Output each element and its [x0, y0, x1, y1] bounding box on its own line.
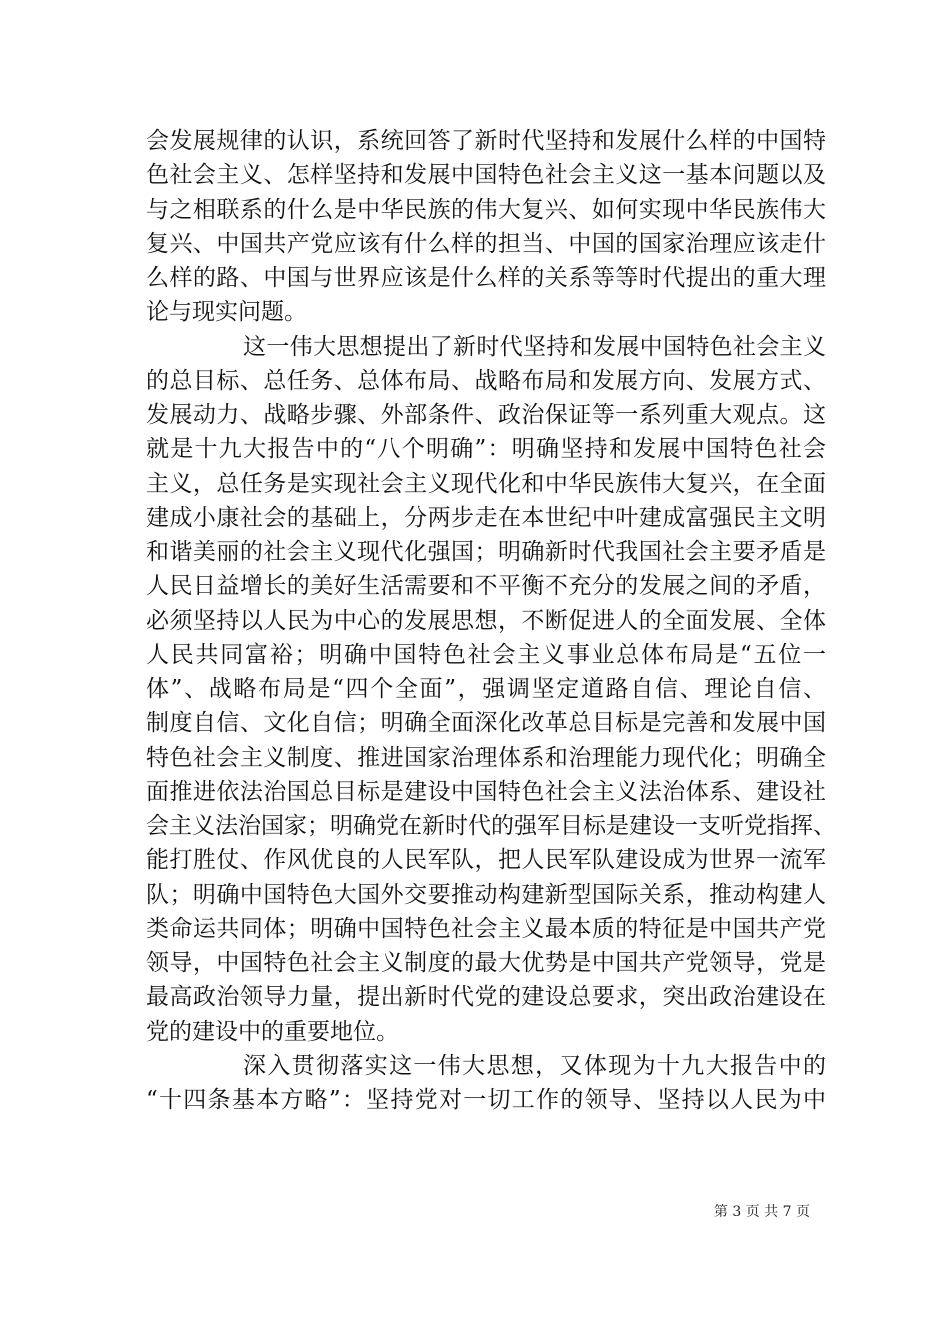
text-line: 主义，总任务是实现社会主义现代化和中华民族伟大复兴，在全面 [146, 470, 826, 497]
text-line: 类命运共同体；明确中国特色社会主义最本质的特征是中国共产党 [146, 915, 826, 942]
text-line: 的总目标、总任务、总体布局、战略布局和发展方向、发展方式、 [146, 367, 826, 394]
text-line: 会主义法治国家；明确党在新时代的强军目标是建设一支听党指挥、 [146, 813, 836, 839]
text-line: 复兴、中国共产党应该有什么样的担当、中国的国家治理应该走什 [146, 230, 826, 257]
text-line: 必须坚持以人民为中心的发展思想，不断促进人的全面发展、全体 [146, 607, 826, 634]
text-line: 论与现实问题。 [146, 299, 307, 326]
text-line: 么样的路、中国与世界应该是什么样的关系等等时代提出的重大理 [146, 265, 826, 291]
text-line: 建成小康社会的基础上，分两步走在本世纪中叶建成富强民主文明 [146, 504, 826, 531]
text-line: 最高政治领导力量，提出新时代党的建设总要求，突出政治建设在 [146, 984, 826, 1011]
text-line: 和谐美丽的社会主义现代化强国；明确新时代我国社会主要矛盾是 [146, 539, 826, 565]
text-line: 领导，中国特色社会主义制度的最大优势是中国共产党领导，党是 [146, 950, 826, 976]
text-line: 特色社会主义制度、推进国家治理体系和治理能力现代化；明确全 [146, 744, 826, 771]
text-line: 能打胜仗、作风优良的人民军队，把人民军队建设成为世界一流军 [146, 847, 826, 874]
text-line: 与之相联系的什么是中华民族的伟大复兴、如何实现中华民族伟大 [146, 196, 826, 223]
text-line: 制度自信、文化自信；明确全面深化改革总目标是完善和发展中国 [146, 710, 826, 737]
text-line: 就是十九大报告中的“八个明确”：明确坚持和发展中国特色社会 [146, 436, 826, 463]
text-line: 这一伟大思想提出了新时代坚持和发展中国特色社会主义 [243, 333, 826, 360]
page-number: 第 3 页 共 7 页 [713, 1204, 810, 1220]
text-line: 人民共同富裕；明确中国特色社会主义事业总体布局是“五位一 [146, 641, 826, 668]
text-line: 色社会主义、怎样坚持和发展中国特色社会主义这一基本问题以及 [146, 162, 826, 189]
text-line: 队；明确中国特色大国外交要推动构建新型国际关系，推动构建人 [146, 881, 826, 908]
text-line: “十四条基本方略”：坚持党对一切工作的领导、坚持以人民为中 [146, 1087, 826, 1113]
text-line: 党的建设中的重要地位。 [146, 1018, 399, 1045]
text-line: 深入贯彻落实这一伟大思想，又体现为十九大报告中的 [243, 1052, 826, 1079]
text-line: 会发展规律的认识，系统回答了新时代坚持和发展什么样的中国特 [146, 128, 826, 154]
text-line: 发展动力、战略步骤、外部条件、政治保证等一系列重大观点。这 [146, 402, 826, 428]
text-line: 人民日益增长的美好生活需要和不平衡不充分的发展之间的矛盾， [146, 573, 826, 600]
text-line: 面推进依法治国总目标是建设中国特色社会主义法治体系、建设社 [146, 778, 826, 805]
text-line: 体”、战略布局是“四个全面”，强调坚定道路自信、理论自信、 [146, 676, 826, 702]
